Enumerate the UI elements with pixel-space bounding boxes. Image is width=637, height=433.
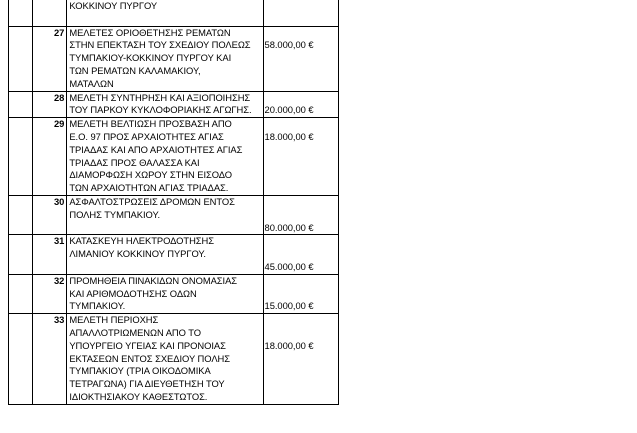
description-line: ΤΩΝ ΡΕΜΑΤΩΝ ΚΑΛΑΜΑΚΙΟΥ,	[69, 64, 201, 76]
description-line: ΕΚΤΑΣΕΩΝ ΕΝΤΟΣ ΣΧΕΔΙΟΥ ΠΟΛΗΣ	[69, 352, 231, 364]
description-line: ΛΙΜΑΝΙΟΥ ΚΟΚΚΙΝΟΥ ΠΥΡΓΟΥ.	[69, 248, 206, 260]
blank-cell	[9, 0, 33, 26]
description-line: ΚΑΙ ΑΡΙΘΜΟΔΟΤΗΣΗΣ ΟΔΩΝ	[69, 287, 197, 299]
blank-cell	[9, 274, 33, 313]
description-line: ΤΥΜΠΑΚΙΟΥ-ΚΟΚΚΙΝΟΥ ΠΥΡΓΟΥ ΚΑΙ	[69, 52, 232, 64]
amount-cell	[263, 118, 338, 196]
table-row	[9, 314, 339, 405]
description-cell	[67, 118, 263, 196]
item-number-cell	[33, 0, 67, 26]
item-number-cell	[33, 118, 67, 196]
item-number: 31	[54, 235, 65, 247]
amount-value: 15.000,00 €	[264, 300, 314, 312]
amount-spacer	[264, 275, 338, 288]
amount-cell	[263, 91, 338, 118]
description-line: ΚΟΚΚΙΝΟΥ ΠΥΡΓΟΥ	[69, 0, 158, 11]
description-cell	[67, 195, 263, 234]
amount-cell	[263, 235, 338, 274]
table-row	[9, 0, 339, 26]
item-number: 28	[54, 91, 65, 103]
description-line: ΤΡΙΑΔΑΣ ΚΑΙ ΑΠΟ ΑΡΧΑΙΟΤΗΤΕΣ ΑΓΙΑΣ	[69, 143, 243, 155]
table-row	[9, 235, 339, 274]
amount-spacer	[264, 92, 338, 105]
item-number-cell	[33, 274, 67, 313]
amount-cell	[263, 314, 338, 405]
description-line: ΔΙΑΜΟΡΦΩΣΗ ΧΩΡΟΥ ΣΤΗΝ ΕΙΣΟΔΟ	[69, 169, 233, 181]
description-line: ΜΕΛΕΤΗ ΒΕΛΤΙΩΣΗ ΠΡΟΣΒΑΣΗ ΑΠΟ	[69, 118, 232, 130]
description-line: Ε.Ο. 97 ΠΡΟΣ ΑΡΧΑΙΟΤΗΤΕΣ ΑΓΙΑΣ	[69, 130, 224, 142]
item-number: 33	[54, 314, 65, 326]
item-number-cell	[33, 91, 67, 118]
blank-cell	[9, 118, 33, 196]
description-line: ΤΟΥ ΠΑΡΚΟΥ ΚΥΚΛΟΦΟΡΙΑΚΗΣ ΑΓΩΓΗΣ.	[69, 104, 252, 116]
description-line: ΜΑΤΑΛΩΝ	[69, 77, 114, 89]
description-line: ΜΕΛΕΤΗ ΣΥΝΤΗΡΗΣΗ ΚΑΙ ΑΞΙΟΠΟΙΗΣΗΣ	[69, 91, 251, 103]
amount-spacer	[264, 196, 338, 209]
amount-cell	[263, 195, 338, 234]
description-cell	[67, 235, 263, 274]
blank-cell	[9, 314, 33, 405]
amount-spacer	[264, 209, 338, 222]
description-line: ΠΡΟΜΗΘΕΙΑ ΠΙΝΑΚΙΔΩΝ ΟΝΟΜΑΣΙΑΣ	[69, 274, 238, 286]
blank-cell	[9, 195, 33, 234]
description-line: ΜΕΛΕΤΗ ΠΕΡΙΟΧΗΣ	[69, 314, 159, 326]
description-line: ΑΠΑΛΛΟΤΡΙΩΜΕΝΩΝ ΑΠΟ ΤΟ	[69, 326, 202, 338]
description-cell	[67, 26, 263, 91]
description-line: ΚΑΤΑΣΚΕΥΗ ΗΛΕΚΤΡΟΔΟΤΗΣΗΣ	[69, 235, 214, 247]
amount-value: 58.000,00 €	[264, 39, 314, 51]
amount-cell	[263, 26, 338, 91]
item-number-cell	[33, 26, 67, 91]
description-line: ΤΕΤΡΑΓΩΝΑ) ΓΙΑ ΔΙΕΥΘΕΤΗΣΗ ΤΟΥ	[69, 378, 225, 390]
amount-spacer	[264, 27, 338, 40]
description-cell	[67, 314, 263, 405]
budget-table	[8, 0, 339, 405]
table-row	[9, 26, 339, 91]
amount-value: 20.000,00 €	[264, 104, 314, 116]
item-number: 30	[54, 195, 65, 207]
blank-cell	[9, 26, 33, 91]
amount-cell	[263, 0, 338, 26]
description-line	[67, 13, 262, 26]
amount-spacer	[264, 118, 338, 131]
amount-spacer	[264, 327, 338, 340]
budget-table-body	[9, 0, 339, 404]
description-line: ΙΔΙΟΚΤΗΣΙΑΚΟΥ ΚΑΘΕΣΤΩΤΟΣ.	[69, 390, 208, 402]
description-line: ΤΩΝ ΑΡΧΑΙΟΤΗΤΩΝ ΑΓΙΑΣ ΤΡΙΑΔΑΣ.	[69, 182, 229, 194]
amount-spacer	[264, 288, 338, 301]
description-line: ΥΠΟΥΡΓΕΙΟ ΥΓΕΙΑΣ ΚΑΙ ΠΡΟΝΟΙΑΣ	[69, 339, 226, 351]
table-row	[9, 118, 339, 196]
description-line: ΣΤΗΝ ΕΠΕΚΤΑΣΗ ΤΟΥ ΣΧΕΔΙΟΥ ΠΟΛΕΩΣ	[69, 39, 251, 51]
item-number: 32	[54, 274, 65, 286]
amount-spacer	[264, 314, 338, 327]
description-line: ΤΥΜΠΑΚΙΟΥ.	[69, 300, 126, 312]
item-number: 29	[54, 118, 65, 130]
description-line: ΜΕΛΕΤΕΣ ΟΡΙΟΘΕΤΗΣΗΣ ΡΕΜΑΤΩΝ	[69, 26, 231, 38]
description-line: ΑΣΦΑΛΤΟΣΤΡΩΣΕΙΣ ΔΡΟΜΩΝ ΕΝΤΟΣ	[69, 195, 235, 207]
item-number-cell	[33, 195, 67, 234]
description-cell	[67, 0, 263, 26]
blank-cell	[9, 91, 33, 118]
item-number-cell	[33, 314, 67, 405]
amount-cell	[263, 274, 338, 313]
blank-cell	[9, 235, 33, 274]
amount-spacer	[264, 235, 338, 248]
description-line: ΤΥΜΠΑΚΙΟΥ (ΤΡΙΑ ΟΙΚΟΔΟΜΙΚΑ	[69, 365, 211, 377]
table-row	[9, 195, 339, 234]
description-cell	[67, 274, 263, 313]
amount-spacer	[264, 248, 338, 261]
description-line: ΠΟΛΗΣ ΤΥΜΠΑΚΙΟΥ.	[69, 208, 161, 220]
description-cell	[67, 91, 263, 118]
table-row	[9, 274, 339, 313]
description-line: ΤΡΙΑΔΑΣ ΠΡΟΣ ΘΑΛΑΣΣΑ ΚΑΙ	[69, 156, 200, 168]
amount-value: 45.000,00 €	[264, 260, 314, 272]
amount-value: 18.000,00 €	[264, 130, 314, 142]
amount-value: 80.000,00 €	[264, 221, 314, 233]
amount-value: 18.000,00 €	[264, 339, 314, 351]
item-number: 27	[54, 26, 65, 38]
table-row	[9, 91, 339, 118]
item-number-cell	[33, 235, 67, 274]
